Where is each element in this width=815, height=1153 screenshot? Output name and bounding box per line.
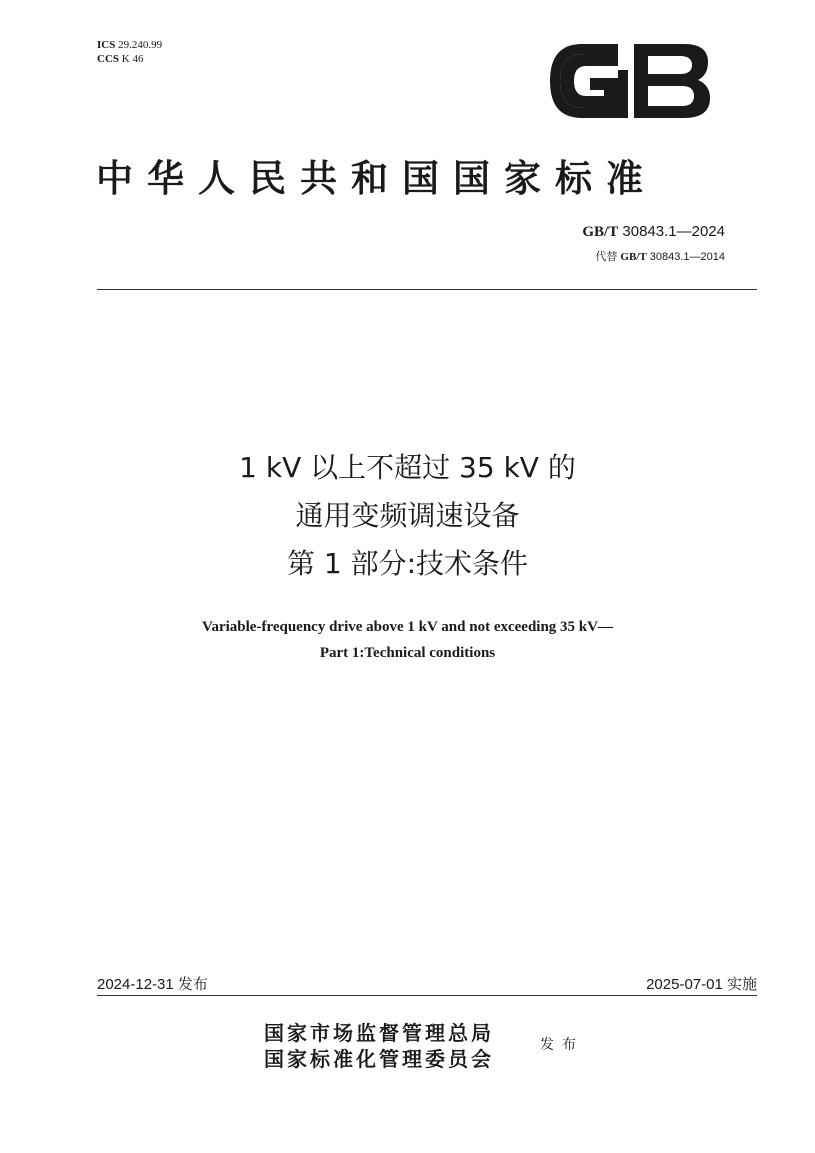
chinese-title-line-1: 1 kV 以上不超过 35 kV 的 — [239, 451, 576, 484]
issuer-line-2: 国家标准化管理委员会 — [264, 1047, 494, 1071]
publish-label: 发布 — [540, 1037, 584, 1053]
chinese-title-line-3: 第 1 部分:技术条件 — [286, 547, 529, 580]
english-title-line-1: Variable-frequency drive above 1 kV and not exceeding 35 kV— — [202, 619, 613, 635]
issuing-authorities — [264, 1020, 494, 1072]
ics-code: ICS 29.240.99 — [97, 39, 163, 51]
issuer-line-1: 国家市场监督管理总局 — [264, 1021, 494, 1045]
chinese-title — [0, 444, 815, 588]
footer-divider — [97, 995, 757, 996]
gb-logo-icon — [548, 40, 713, 122]
replaces-standard: 代替 GB/T 30843.1—2014 — [595, 251, 725, 263]
national-standard-title: 中华人民共和国国家标准 — [96, 156, 657, 200]
classification-codes — [97, 38, 162, 66]
chinese-title-line-2: 通用变频调速设备 — [295, 499, 520, 532]
ccs-code: CCS K 46 — [97, 53, 144, 65]
english-title-line-2: Part 1:Technical conditions — [319, 645, 496, 661]
standard-number: GB/T 30843.1—2024 — [582, 223, 725, 240]
effective-date: 2025-07-01 实施 — [646, 976, 757, 993]
english-title — [0, 614, 815, 666]
header-divider — [97, 289, 757, 290]
issue-date: 2024-12-31 发布 — [97, 976, 208, 993]
